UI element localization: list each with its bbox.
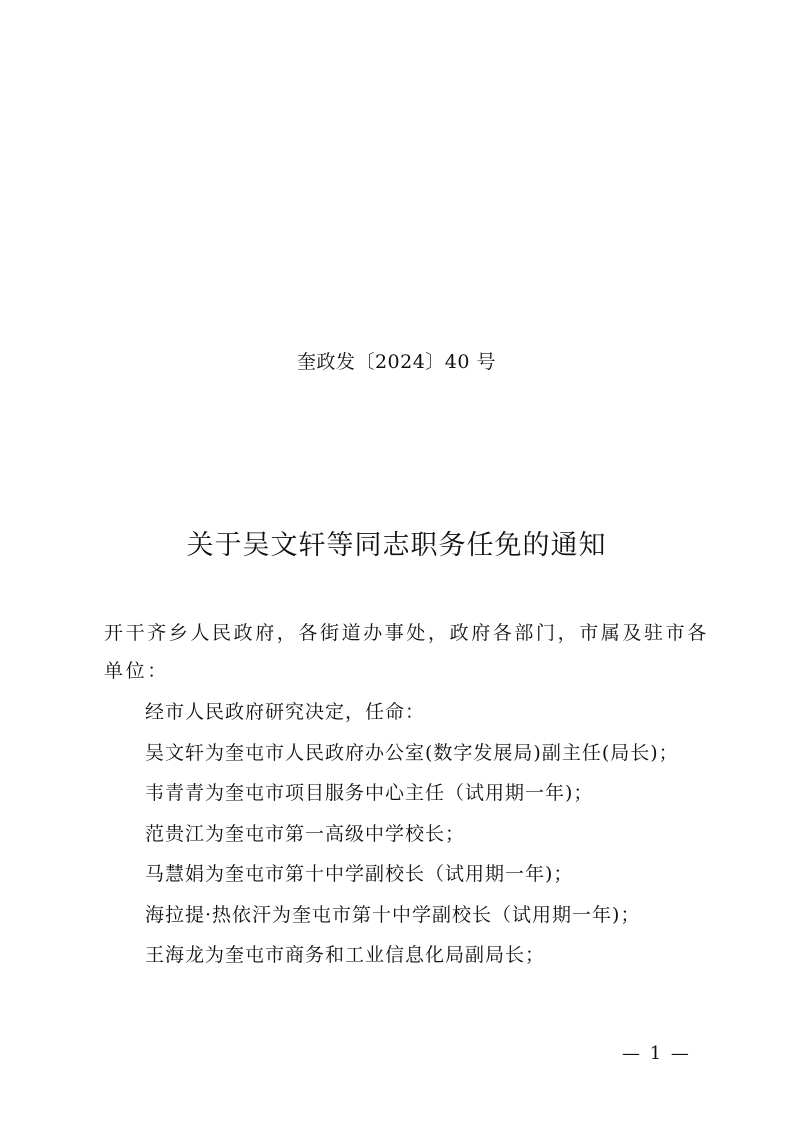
appointment-line: 吴文轩为奎屯市人民政府办公室(数字发展局)副主任(局长)；	[145, 741, 679, 764]
document-title: 关于吴文轩等同志职务任免的通知	[186, 530, 607, 561]
addressee-line-2: 单位：	[104, 660, 169, 682]
appointment-line: 海拉提·热依汗为奎屯市第十中学副校长（试用期一年)；	[145, 903, 641, 926]
appointment-line: 王海龙为奎屯市商务和工业信息化局副局长；	[145, 944, 546, 966]
addressee-block	[104, 614, 709, 690]
body-paragraphs	[145, 692, 705, 976]
appointment-line: 韦青青为奎屯市项目服务中心主任（试用期一年)；	[145, 782, 594, 804]
addressee-line-1: 开干齐乡人民政府，各街道办事处，政府各部门，市属及驻市各	[104, 622, 709, 644]
appointment-line: 马慧娟为奎屯市第十中学副校长（试用期一年)；	[145, 863, 574, 885]
appointment-line: 范贵江为奎屯市第一高级中学校长；	[145, 822, 466, 845]
body-line-intro: 经市人民政府研究决定，任命：	[145, 701, 426, 723]
page-number: — 1 —	[622, 1043, 691, 1064]
document-number: 奎政发〔2024〕40 号	[296, 351, 497, 373]
